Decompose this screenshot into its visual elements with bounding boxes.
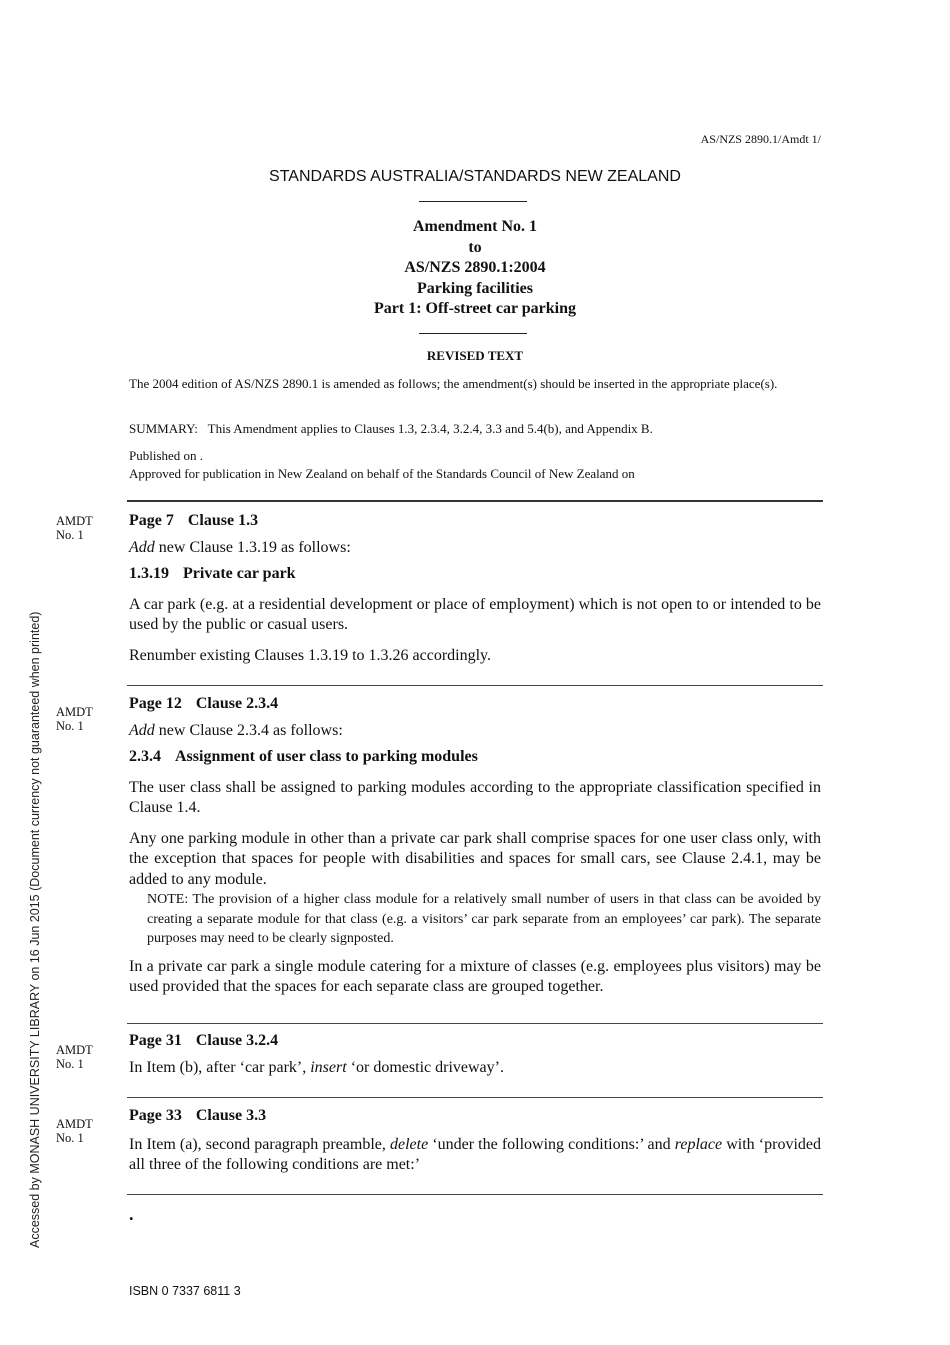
title-line: to (468, 238, 482, 256)
section-rule (127, 1194, 823, 1195)
intro-paragraph: The 2004 edition of AS/NZS 2890.1 is amended as follows; the amendment(s) should be inserted in the appropriate place(s). (129, 376, 778, 391)
clause-paragraph: A car park (e.g. at a residential development or place of employment) which is not open to or intended to be used by the public or casual users. (129, 595, 821, 633)
divider (419, 201, 527, 202)
summary-paragraph (129, 420, 821, 438)
amendment-title (0, 217, 950, 320)
summary-text: This Amendment applies to Clauses 1.3, 2.3.4, 3.2.4, 3.3 and 5.4(b), and Appendix B. (207, 421, 653, 436)
summary-label: SUMMARY: (129, 421, 198, 436)
trailing-mark: . (129, 1204, 134, 1224)
revised-text-heading: REVISED TEXT (426, 348, 524, 363)
section-heading: Page 12 Clause 2.3.4 (129, 695, 279, 712)
clause-paragraph: Renumber existing Clauses 1.3.19 to 1.3.26 accordingly. (129, 646, 492, 664)
isbn: ISBN 0 7337 6811 3 (129, 1284, 241, 1298)
organisation-heading: STANDARDS AUSTRALIA/STANDARDS NEW ZEALAND (269, 168, 681, 185)
document-reference: AS/NZS 2890.1/Amdt 1/ (700, 132, 821, 146)
title-line: Parking facilities (417, 279, 533, 297)
approved-line: Approved for publication in New Zealand on behalf of the Standards Council of New Zealand on (129, 465, 635, 481)
access-watermark: Accessed by MONASH UNIVERSITY LIBRARY on 16 Jun 2015 (Document currency not guaranteed when printed) (28, 611, 42, 1248)
clause-paragraph: In a private car park a single module catering for a mixture of classes (e.g. employees plus visitors) may be used provided that the spaces for each separate class are grouped together. (129, 957, 821, 995)
amendment-section-page-12 (129, 694, 821, 998)
section-rule (127, 1097, 823, 1098)
section-rule (127, 685, 823, 686)
amdt-marker: AMDT No. 1 (56, 1043, 93, 1071)
instruction: In Item (a), second paragraph preamble, delete ‘under the following conditions:’ and replace with ‘provided all three of the following conditions are met:’ (129, 1135, 821, 1173)
section-heading: Page 31 Clause 3.2.4 (129, 1032, 279, 1049)
amendment-section-page-7 (129, 511, 821, 666)
title-line: Part 1: Off-street car parking (373, 300, 576, 318)
title-line: Amendment No. 1 (413, 218, 537, 235)
instruction: Add new Clause 1.3.19 as follows: (129, 538, 351, 556)
amendment-section-page-33 (129, 1106, 821, 1176)
published-line: Published on . (129, 448, 204, 463)
instruction: In Item (b), after ‘car park’, insert ‘or domestic driveway’. (129, 1058, 504, 1076)
amdt-marker: AMDT No. 1 (56, 1117, 93, 1145)
clause-note: NOTE: The provision of a higher class module for a relatively small number of users in that class can be avoided by creating a separate module for that class (e.g. a visitors’ car park separate from an employees’ car park). The separate purposes may need to be clearly signposted. (147, 892, 821, 946)
amdt-marker: AMDT No. 1 (56, 514, 93, 542)
divider (419, 333, 527, 334)
title-line: AS/NZS 2890.1:2004 (404, 259, 546, 277)
instruction: Add new Clause 2.3.4 as follows: (129, 721, 343, 739)
clause-heading: 2.3.4 Assignment of user class to parking modules (129, 748, 478, 765)
clause-heading: 1.3.19 Private car park (129, 565, 296, 582)
publication-info (129, 447, 821, 482)
clause-paragraph: Any one parking module in other than a private car park shall comprise spaces for one user class only, with the exception that spaces for people with disabilities and spaces for small cars, see Clause 2.4.1, may be added to any module. (129, 829, 821, 888)
section-heading: Page 7 Clause 1.3 (129, 512, 259, 529)
amdt-marker: AMDT No. 1 (56, 705, 93, 733)
amendment-section-page-31 (129, 1031, 821, 1078)
section-rule (127, 1023, 823, 1024)
section-rule (127, 500, 823, 502)
section-heading: Page 33 Clause 3.3 (129, 1107, 267, 1124)
clause-paragraph: The user class shall be assigned to parking modules according to the appropriate classification specified in Clause 1.4. (129, 778, 821, 816)
